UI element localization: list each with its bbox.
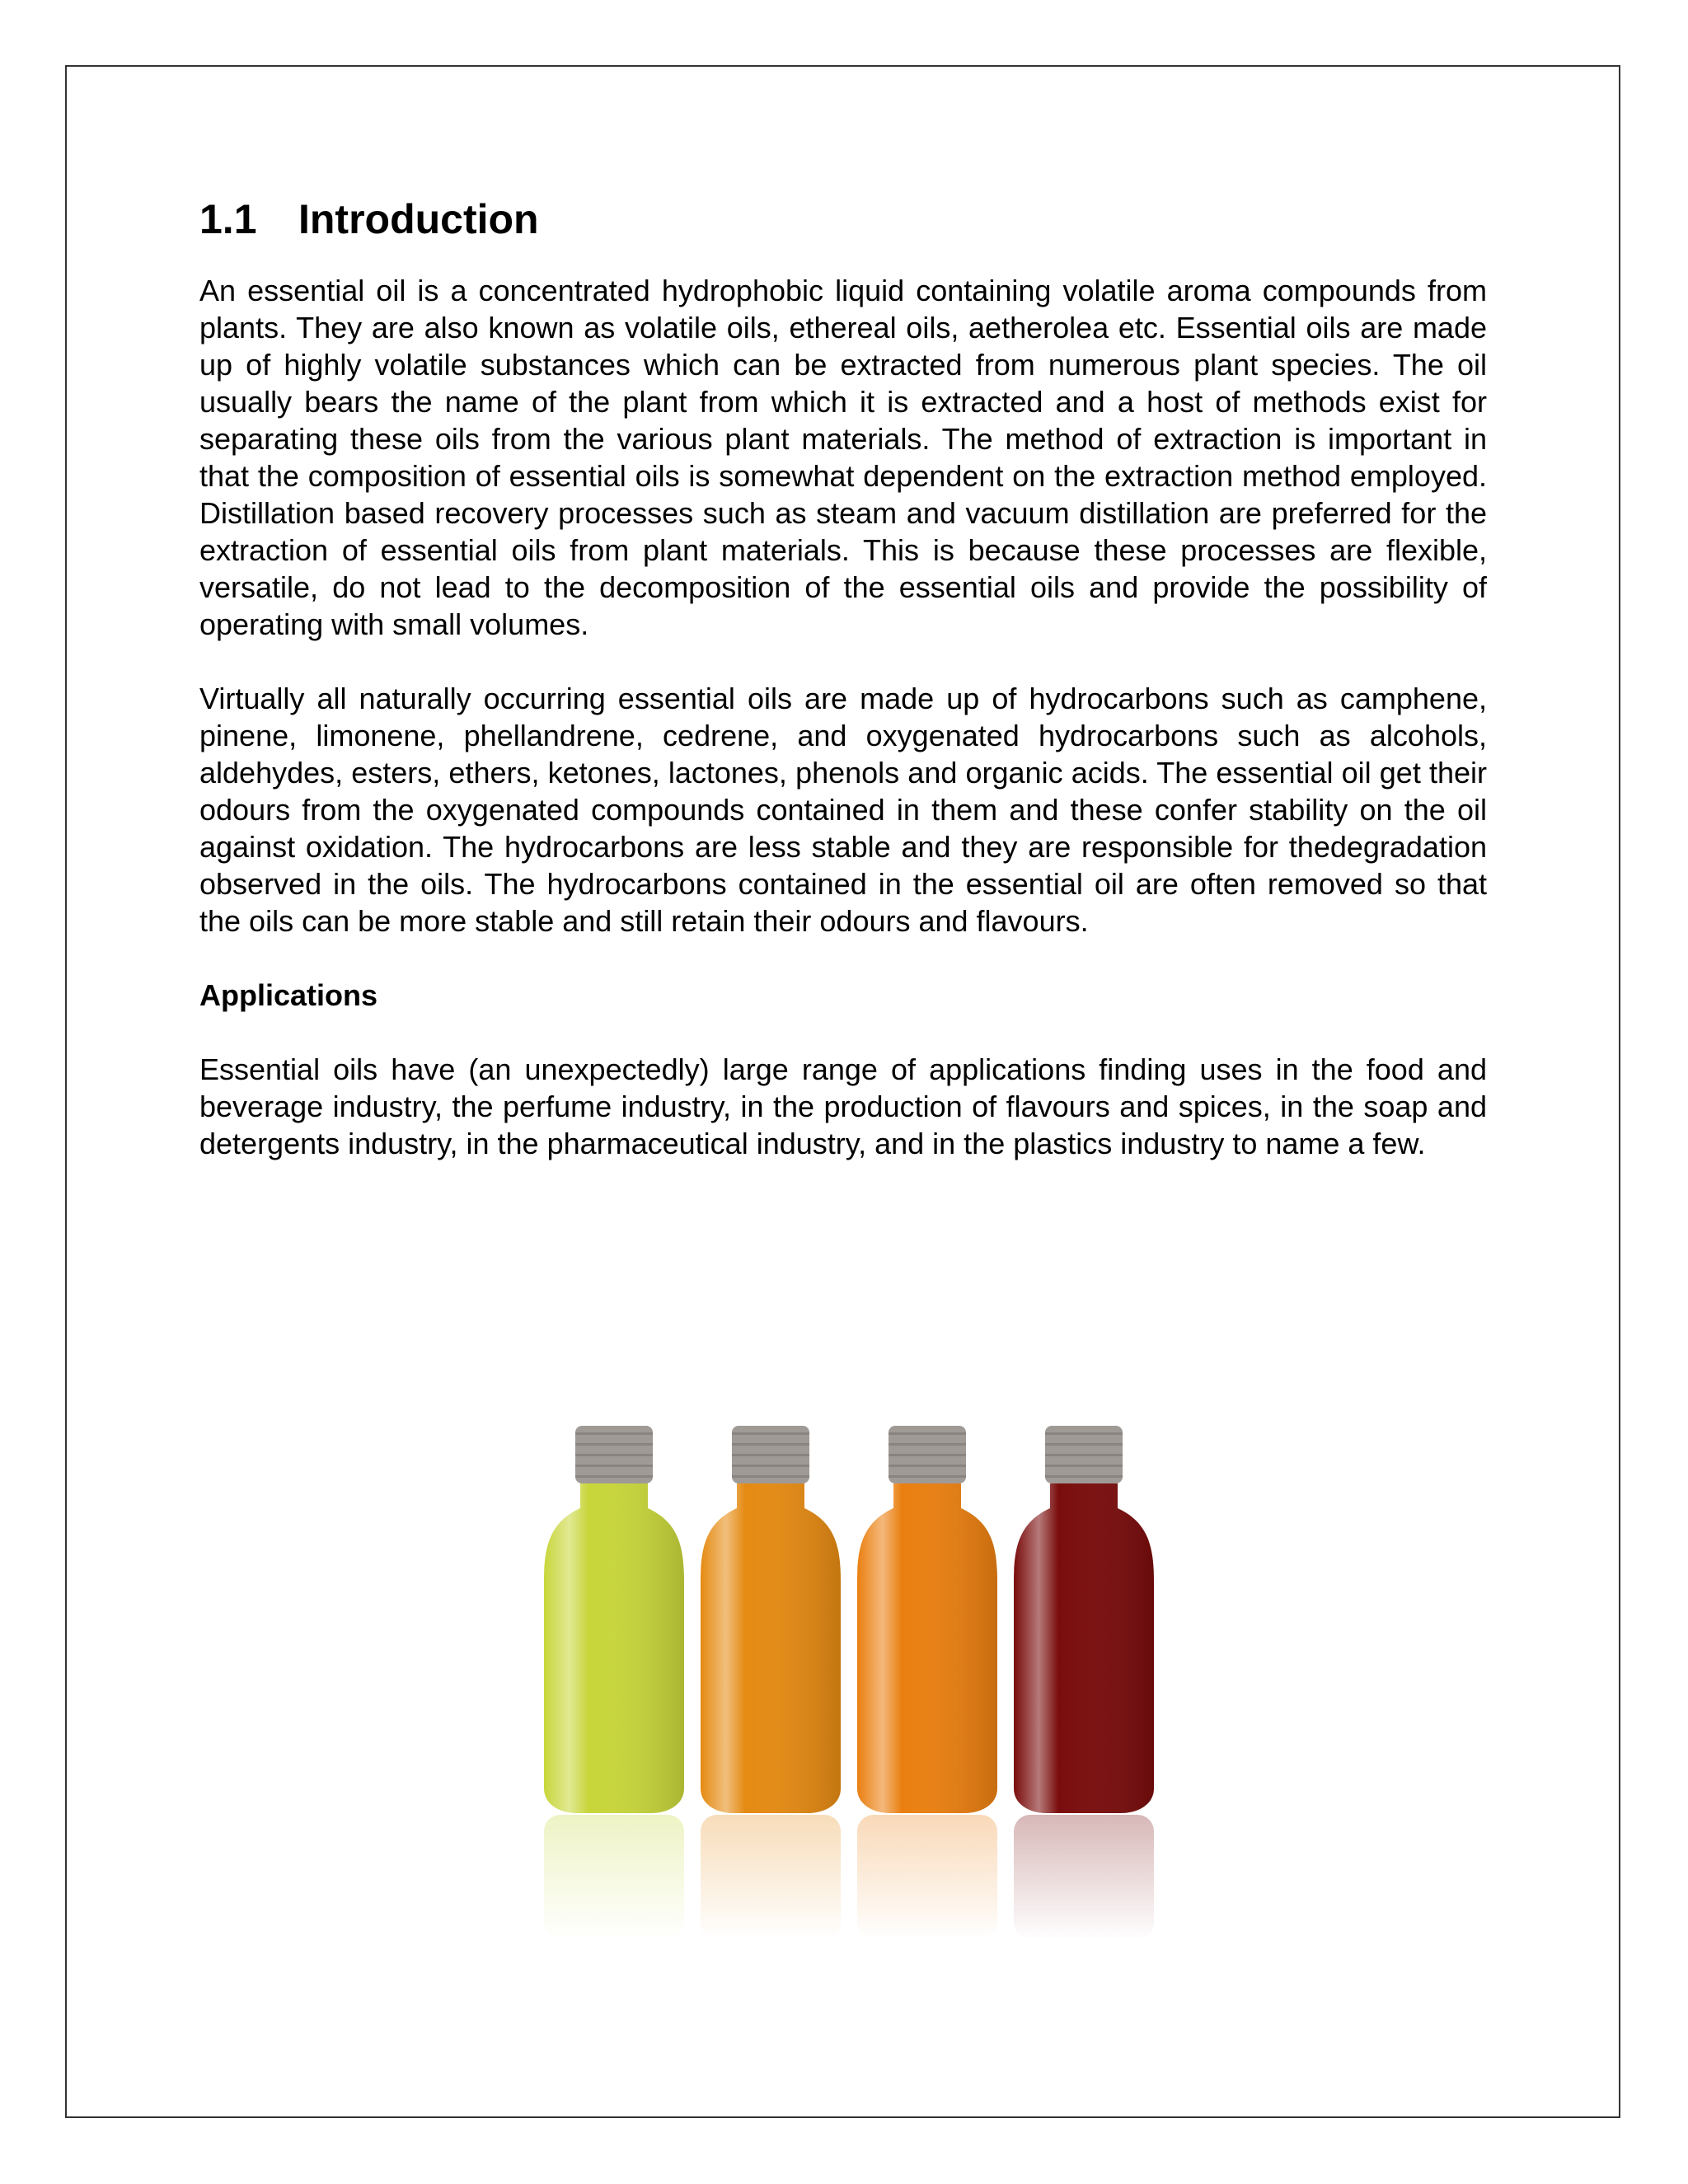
- oil-bottle: [699, 1426, 842, 1940]
- document-content: [199, 194, 1487, 1199]
- essential-oil-bottles-image: [528, 1426, 1187, 1953]
- applications-paragraph: Essential oils have (an unexpectedly) large range of applications finding uses in the food and beverage industry, the perfume industry, in the production of flavours and spices, in the soap and detergents industry, in the pharmaceutical industry, and in the plastics industry to name a few.: [199, 1052, 1487, 1160]
- oil-bottle: [1012, 1426, 1156, 1940]
- section-number: 1.1: [199, 196, 257, 242]
- section-title: Introduction: [298, 196, 539, 242]
- intro-paragraph-1: An essential oil is a concentrated hydrophobic liquid containing volatile aroma compounds from plants. They are also known as volatile oils, ethereal oils, aetherolea etc. Essential oils are made up of highly volatile substances which can be extracted from numerous plant species. The oil usually bears the name of the plant from which it is extracted and a host of methods exist for separating these oils from the various plant materials. The method of extraction is important in that the composition of essential oils is somewhat dependent on the extraction method employed. Distillation based recovery processes such as steam and vacuum distillation are preferred for the extraction of essential oils from plant materials. This is because these processes are flexible, versatile, do not lead to the decomposition of the essential oils and provide the possibility of operating with small volumes.: [199, 274, 1487, 641]
- applications-heading: Applications: [199, 978, 378, 1012]
- oil-bottle: [542, 1426, 686, 1940]
- section-heading: [199, 194, 1487, 244]
- oil-bottle: [856, 1426, 999, 1940]
- intro-paragraph-2: Virtually all naturally occurring essential oils are made up of hydrocarbons such as camphene, pinene, limonene, phellandrene, cedrene, and oxygenated hydrocarbons such as alcohols, aldehydes, esters, ethers, ketones, lactones, phenols and organic acids. The essential oil get their odours from the oxygenated compounds contained in them and these confer stability on the oil against oxidation. The hydrocarbons are less stable and they are responsible for thedegradation observed in the oils. The hydrocarbons contained in the essential oil are often removed so that the oils can be more stable and still retain their odours and flavours.: [199, 682, 1487, 938]
